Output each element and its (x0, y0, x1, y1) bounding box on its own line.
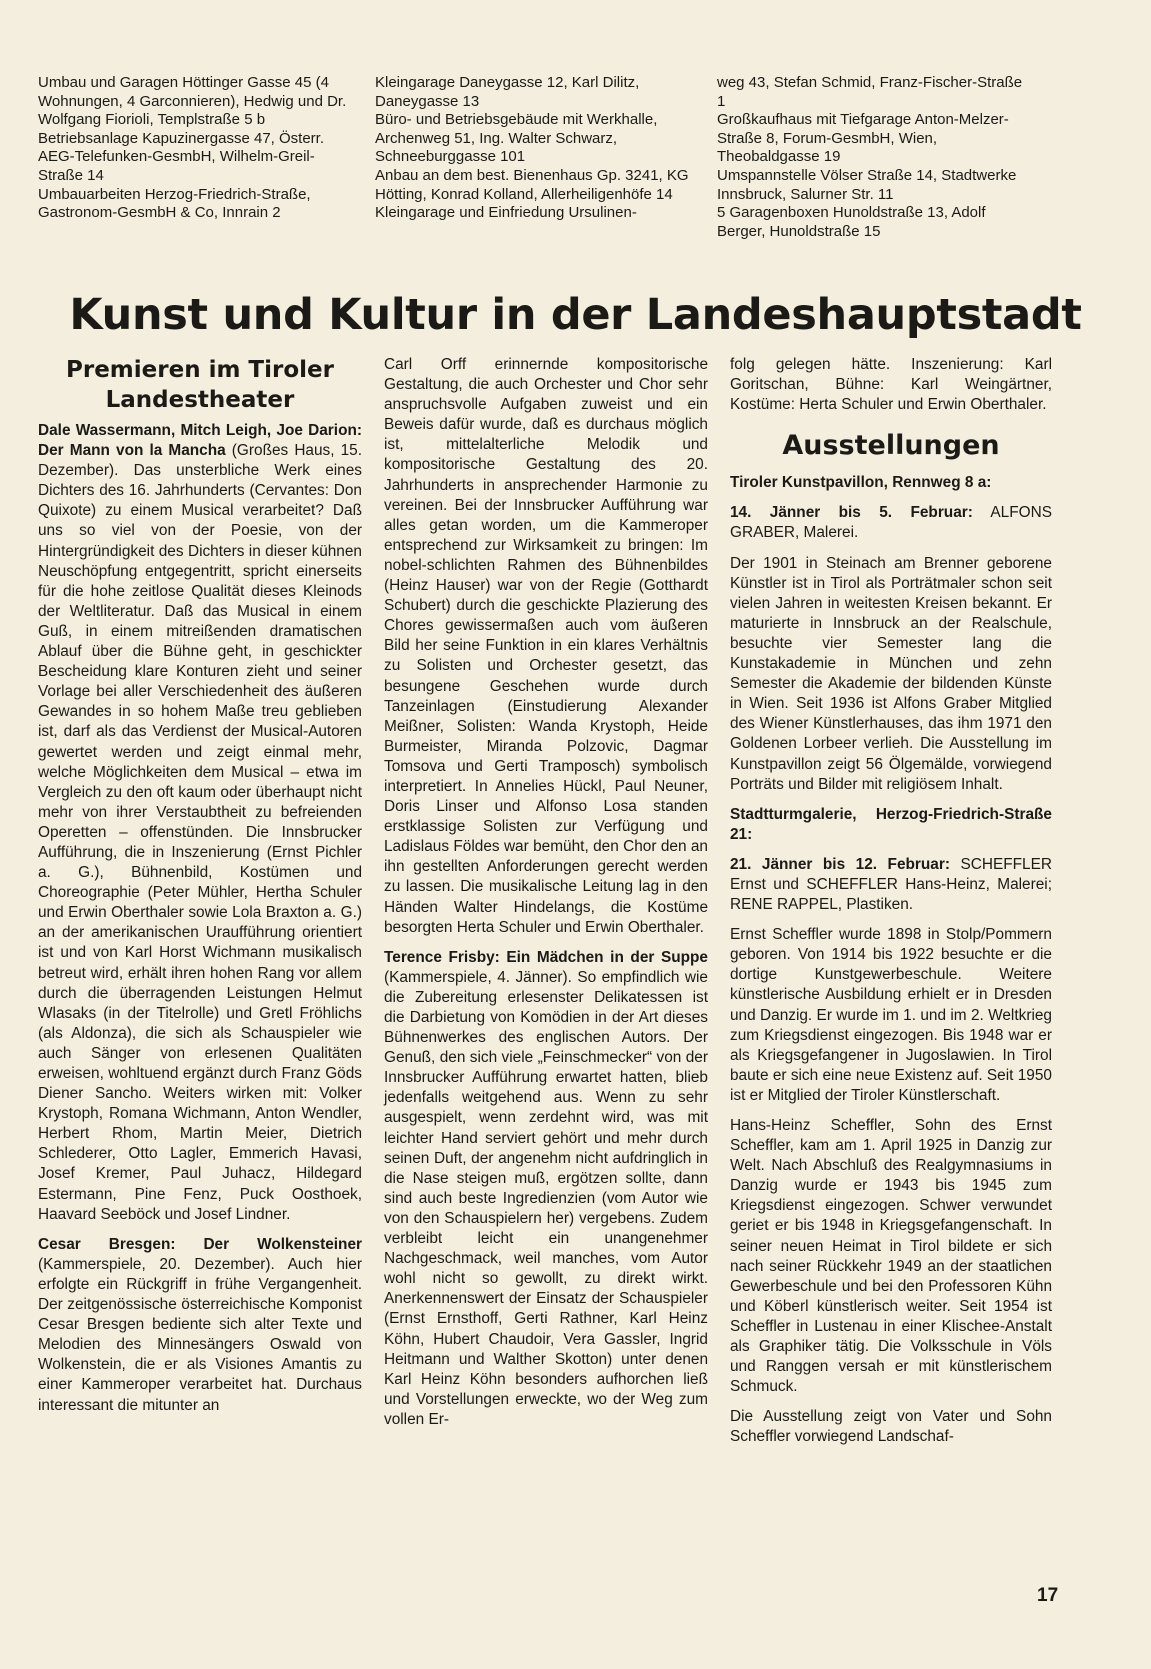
review-paragraph: Carl Orff erinnernde kompositorische Gestaltung, die auch Orchester und Chor sehr anspruchsvolle Aufgaben zuweist und ein Beweis dafür wurde, daß es durchaus möglich ist, mittelalterliche Melodik und kompositorische Gestaltung des 20. Jahrhunderts in ansprechender Harmonie zu vereinen. Bei der Innsbrucker Aufführung war alles getan worden, um die Kammeroper entsprechend zur Wirksamkeit zu bringen: Im nobel-schlichten Rahmen des Bühnenbildes (Heinz Hauser) war von der Regie (Gotthardt Schubert) durch die geschickte Plazierung des Chores gewissermaßen auch vom äußeren Bild her seine Funktion in ein klares Verhältnis zu Solisten und Orchester gesetzt, das besungene Geschehen wurde durch Tanzeinlagen (Einstudierung Alexander Meißner, Solisten: Wanda Krystoph, Heide Burmeister, Miranda Polzovic, Dagmar Tomsova und Gerti Tramposch) symbolisch interpretiert. In Annelies Hückl, Paul Neuner, Doris Linser und Alfonso Losa standen erstklassige Solisten zur Verfügung und Ladislaus Földes war bemüht, den Chor den an ihn gestellten Anforderungen gerecht werden zu lassen. Die musikalische Leitung lag in den Händen Walter Hindelangs, die Kostüme besorgten Herta Schuler und Erwin Oberthaler. (384, 356, 708, 936)
review-paragraph (38, 421, 362, 1225)
review-title: Dale Wassermann, Mitch Leigh, Joe Darion: Der Mann von la Mancha (38, 422, 362, 460)
exhibition-paragraph: Der 1901 in Steinach am Brenner geborene Künstler ist in Tirol als Porträtmaler schon seit vielen Jahren in weitesten Kreisen bekannt. Er maturierte in Innsbruck an der Realschule, besuchte vier Semester lang die Kunstakademie in München und zehn Semester die Akademie der bildenden Künste in Wien. Seit 1936 ist Alfons Graber Mitglied des Wiener Künstlerhauses, das ihm 1971 den Goldenen Lorbeer verlieh. Die Ausstellung im Kunstpavillon zeigt 56 Ölgemälde, vorwiegend Porträts und Bilder mit religiösem Inhalt. (730, 554, 1052, 793)
article-body (38, 355, 1052, 1458)
theater-section-title: Premieren im Tiroler Landestheater (66, 357, 334, 413)
review-text: (Großes Haus, 15. Dezember). Das unsterbliche Werk eines Dichters des 16. Jahrhunderts (Cervantes: Don Quixote) zu einem Musical verarbeitet? Daß uns so viel von der Poesie, von der Hintergründigkeit des Dichters in dieser kühnen Neuschöpfung entgegentritt, spricht einerseits für die hohe zeitlose Qualität dieses Kleinods der Weltliteratur. Daß das Musical in einem Guß, in einem mitreißenden dramatischen Ablauf über die Bühne geht, in geschickter Bescheidung klare Konturen zieht und seiner Vorlage bei aller Verschiedenheit des äußeren Gewandes in so hohem Maße treu geblieben ist, darf als das Verdienst der Musical-Autoren gewertet werden und zeigt einmal mehr, welche Möglichkeiten dem Musical – etwa im Vergleich zu den oft kaum oder überhaupt nicht mehr von ihrer Verstaubtheit zu befreienden Operetten – offenstünden. Die Innsbrucker Aufführung, die in Inszenierung (Ernst Pichler a. G.), Bühnenbild, Kostümen und Choreographie (Peter Mühler, Hertha Schuler und Erwin Oberthaler sowie Lola Braxton a. G.) an der amerikanischen Uraufführung orientiert ist und von Karl Horst Wichmann musikalisch betreut wird, erhält ihren hohen Rang vor allem durch die überragenden Leistungen Helmut Wlasaks (in der Titelrolle) und Gretl Fröhlichs (als Aldonza), die sich als Schauspieler wie auch Sänger von erlesenen Qualitäten erweisen, wohltuend ergänzt durch Franz Göds Diener Sancho. Weiters wirken mit: Volker Krystoph, Romana Wichmann, Anton Wendler, Herbert Rhom, Martin Meier, Dietrich Schlederer, Otto Lagler, Emmerich Havasi, Josef Kremer, Paul Juhacz, Hildegard Estermann, Pine Fenz, Puck Oosthoek, Haavard Seeböck und Josef Lindner. (38, 442, 362, 1223)
exhibition-artist: SCHEFFLER Ernst und SCHEFFLER Hans-Heinz, Malerei; RENE RAPPEL, Plastiken. (730, 855, 1053, 914)
permits-column-3 (717, 74, 1032, 241)
exhibition-venue: Tiroler Kunstpavillon, Rennweg 8 a: (730, 474, 992, 492)
permits-column-1 (38, 74, 353, 241)
article-column-1 (38, 355, 362, 1458)
review-paragraph (38, 1235, 362, 1416)
permits-column-2 (375, 74, 695, 241)
exhibitions-section-title: Ausstellungen (782, 430, 1000, 462)
review-title: Terence Frisby: Ein Mädchen in der Suppe (384, 948, 708, 966)
review-paragraph (384, 948, 708, 1430)
article-column-2 (384, 355, 708, 1458)
page-number: 17 (1037, 1585, 1059, 1606)
exhibition-paragraph: Ernst Scheffler wurde 1898 in Stolp/Pommern geboren. Von 1914 bis 1922 besuchte er die dortige Kunstgewerbeschule. Weitere künstlerische Ausbildung erhielt er in Dresden und Danzig. Er wurde im 1. und im 2. Weltkrieg zum Kriegsdienst eingezogen. Bis 1948 war er als Kriegsgefangener in Jugoslawien. In Tirol baute er sich eine neue Existenz auf. Seit 1950 ist er Mitglied der Tiroler Künstlerschaft. (730, 926, 1052, 1104)
exhibition-date-range: 14. Jänner bis 5. Februar: (730, 504, 973, 522)
exhibition-paragraph: Hans-Heinz Scheffler, Sohn des Ernst Scheffler, kam am 1. April 1925 in Danzig zur Welt. Nach Abschluß des Realgymnasiums in Danzig wurde er 1943 bis 1945 zum Kriegsdienst eingezogen. Schwer verwundet geriet er bis 1948 in Kriegsgefangenschaft. In seiner neuen Heimat in Tirol bildete er sich nach seiner Rückkehr 1949 an der staatlichen Gewerbeschule und bei den Professoren Kühn und Köberl künstlerisch weiter. Seit 1954 ist Scheffler in Lustenau in einer Klischee-Anstalt als Graphiker tätig. Die Volksschule in Völs und Ranggen versah er mit künstlerischem Schmuck. (730, 1117, 1052, 1396)
article-column-3 (730, 355, 1052, 1458)
building-permits-list (38, 74, 1032, 241)
review-title: Cesar Bresgen: Der Wolkensteiner (38, 1235, 362, 1253)
permits-text: weg 43, Stefan Schmid, Franz-Fischer-Straße 1 Großkaufhaus mit Tiefgarage Anton-Melzer-Straße 8, Forum-GesmbH, Wien, Theobaldgasse 19 Umspannstelle Völser Straße 14, Stadtwerke Innsbruck, Salurner Str. 11 5 Garagenboxen Hunoldstraße 13, Adolf Berger, Hunoldstraße 15 (717, 74, 1023, 240)
review-paragraph: folg gelegen hätte. Inszenierung: Karl Goritschan, Bühne: Karl Weingärtner, Kostüme: Herta Schuler und Erwin Oberthaler. (730, 356, 1052, 414)
exhibition-artist: ALFONS GRABER, Malerei. (730, 504, 1052, 542)
exhibition-paragraph: Die Ausstellung zeigt von Vater und Sohn Scheffler vorwiegend Landschaf- (730, 1408, 1052, 1446)
page-headline: Kunst und Kultur in der Landeshauptstadt (69, 290, 1082, 340)
review-text: (Kammerspiele, 4. Jänner). So empfindlich wie die Zubereitung erlesenster Delikatessen ist die Darbietung von Komödien in der Art dieses Bühnenwerkes des englischen Autors. Der Genuß, den sich viele „Feinschmecker“ von der Innsbrucker Aufführung erwartet hatten, blieb jedenfalls weitgehend aus. Wenn zu sehr ausgespielt, wenn zerdehnt wird, was mit leichter Hand serviert gehört und mehr durch seinen Duft, der angenehm nicht aufdringlich in die Nase steigen muß, ergötzen sollte, dann sind auch beste Ingredienzien (vom Autor wie von den Schauspielern her) vergebens. Zudem verbleibt leicht ein unangenehmer Nachgeschmack, weil manches, vom Autor wohl nicht so gewollt, zu direkt wirkt. Anerkennenswert der Einsatz der Schauspieler (Ernst Ernsthoff, Gerti Rathner, Karl Heinz Köhn, Hubert Chaudoir, Vera Gassler, Ingrid Heitmann und Walther Skotton) unter denen Karl Heinz Köhn besonders aufhorchen ließ und Vorstellungen erweckte, wo der Weg zum vollen Er- (384, 968, 708, 1428)
permits-text: Umbau und Garagen Höttinger Gasse 45 (4 Wohnungen, 4 Garconnieren), Hedwig und Dr. Wolfgang Fiorioli, Templstraße 5 b Betriebsanlage Kapuzinergasse 47, Österr. AEG-Telefunken-GesmbH, Wilhelm-Greil-Straße 14 Umbauarbeiten Herzog-Friedrich-Straße, Gastronom-GesmbH & Co, Innrain 2 (38, 74, 347, 222)
exhibition-dates (730, 855, 1052, 915)
review-text: (Kammerspiele, 20. Dezember). Auch hier erfolgte ein Rückgriff in frühe Vergangenheit. Der zeitgenössische österreichische Komponist Cesar Bresgen bediente sich alter Texte und Melodien des Minnesängers Oswald von Wolkenstein, die er als Visiones Amantis zu einer Kammeroper verarbeitet hat. Durchaus interessant die mitunter an (38, 1255, 362, 1414)
exhibition-dates (730, 503, 1052, 543)
exhibition-venue: Stadtturmgalerie, Herzog-Friedrich-Straße 21: (730, 805, 1052, 843)
exhibition-date-range: 21. Jänner bis 12. Februar: (730, 855, 950, 873)
permits-text: Kleingarage Daneygasse 12, Karl Dilitz, Daneygasse 13 Büro- und Betriebsgebäude mit Werkhalle, Archenweg 51, Ing. Walter Schwarz, Schneeburggasse 101 Anbau an dem best. Bienenhaus Gp. 3241, KG Hötting, Konrad Kolland, Allerheiligenhöfe 14 Kleingarage und Einfriedung Ursulinen- (375, 74, 689, 222)
